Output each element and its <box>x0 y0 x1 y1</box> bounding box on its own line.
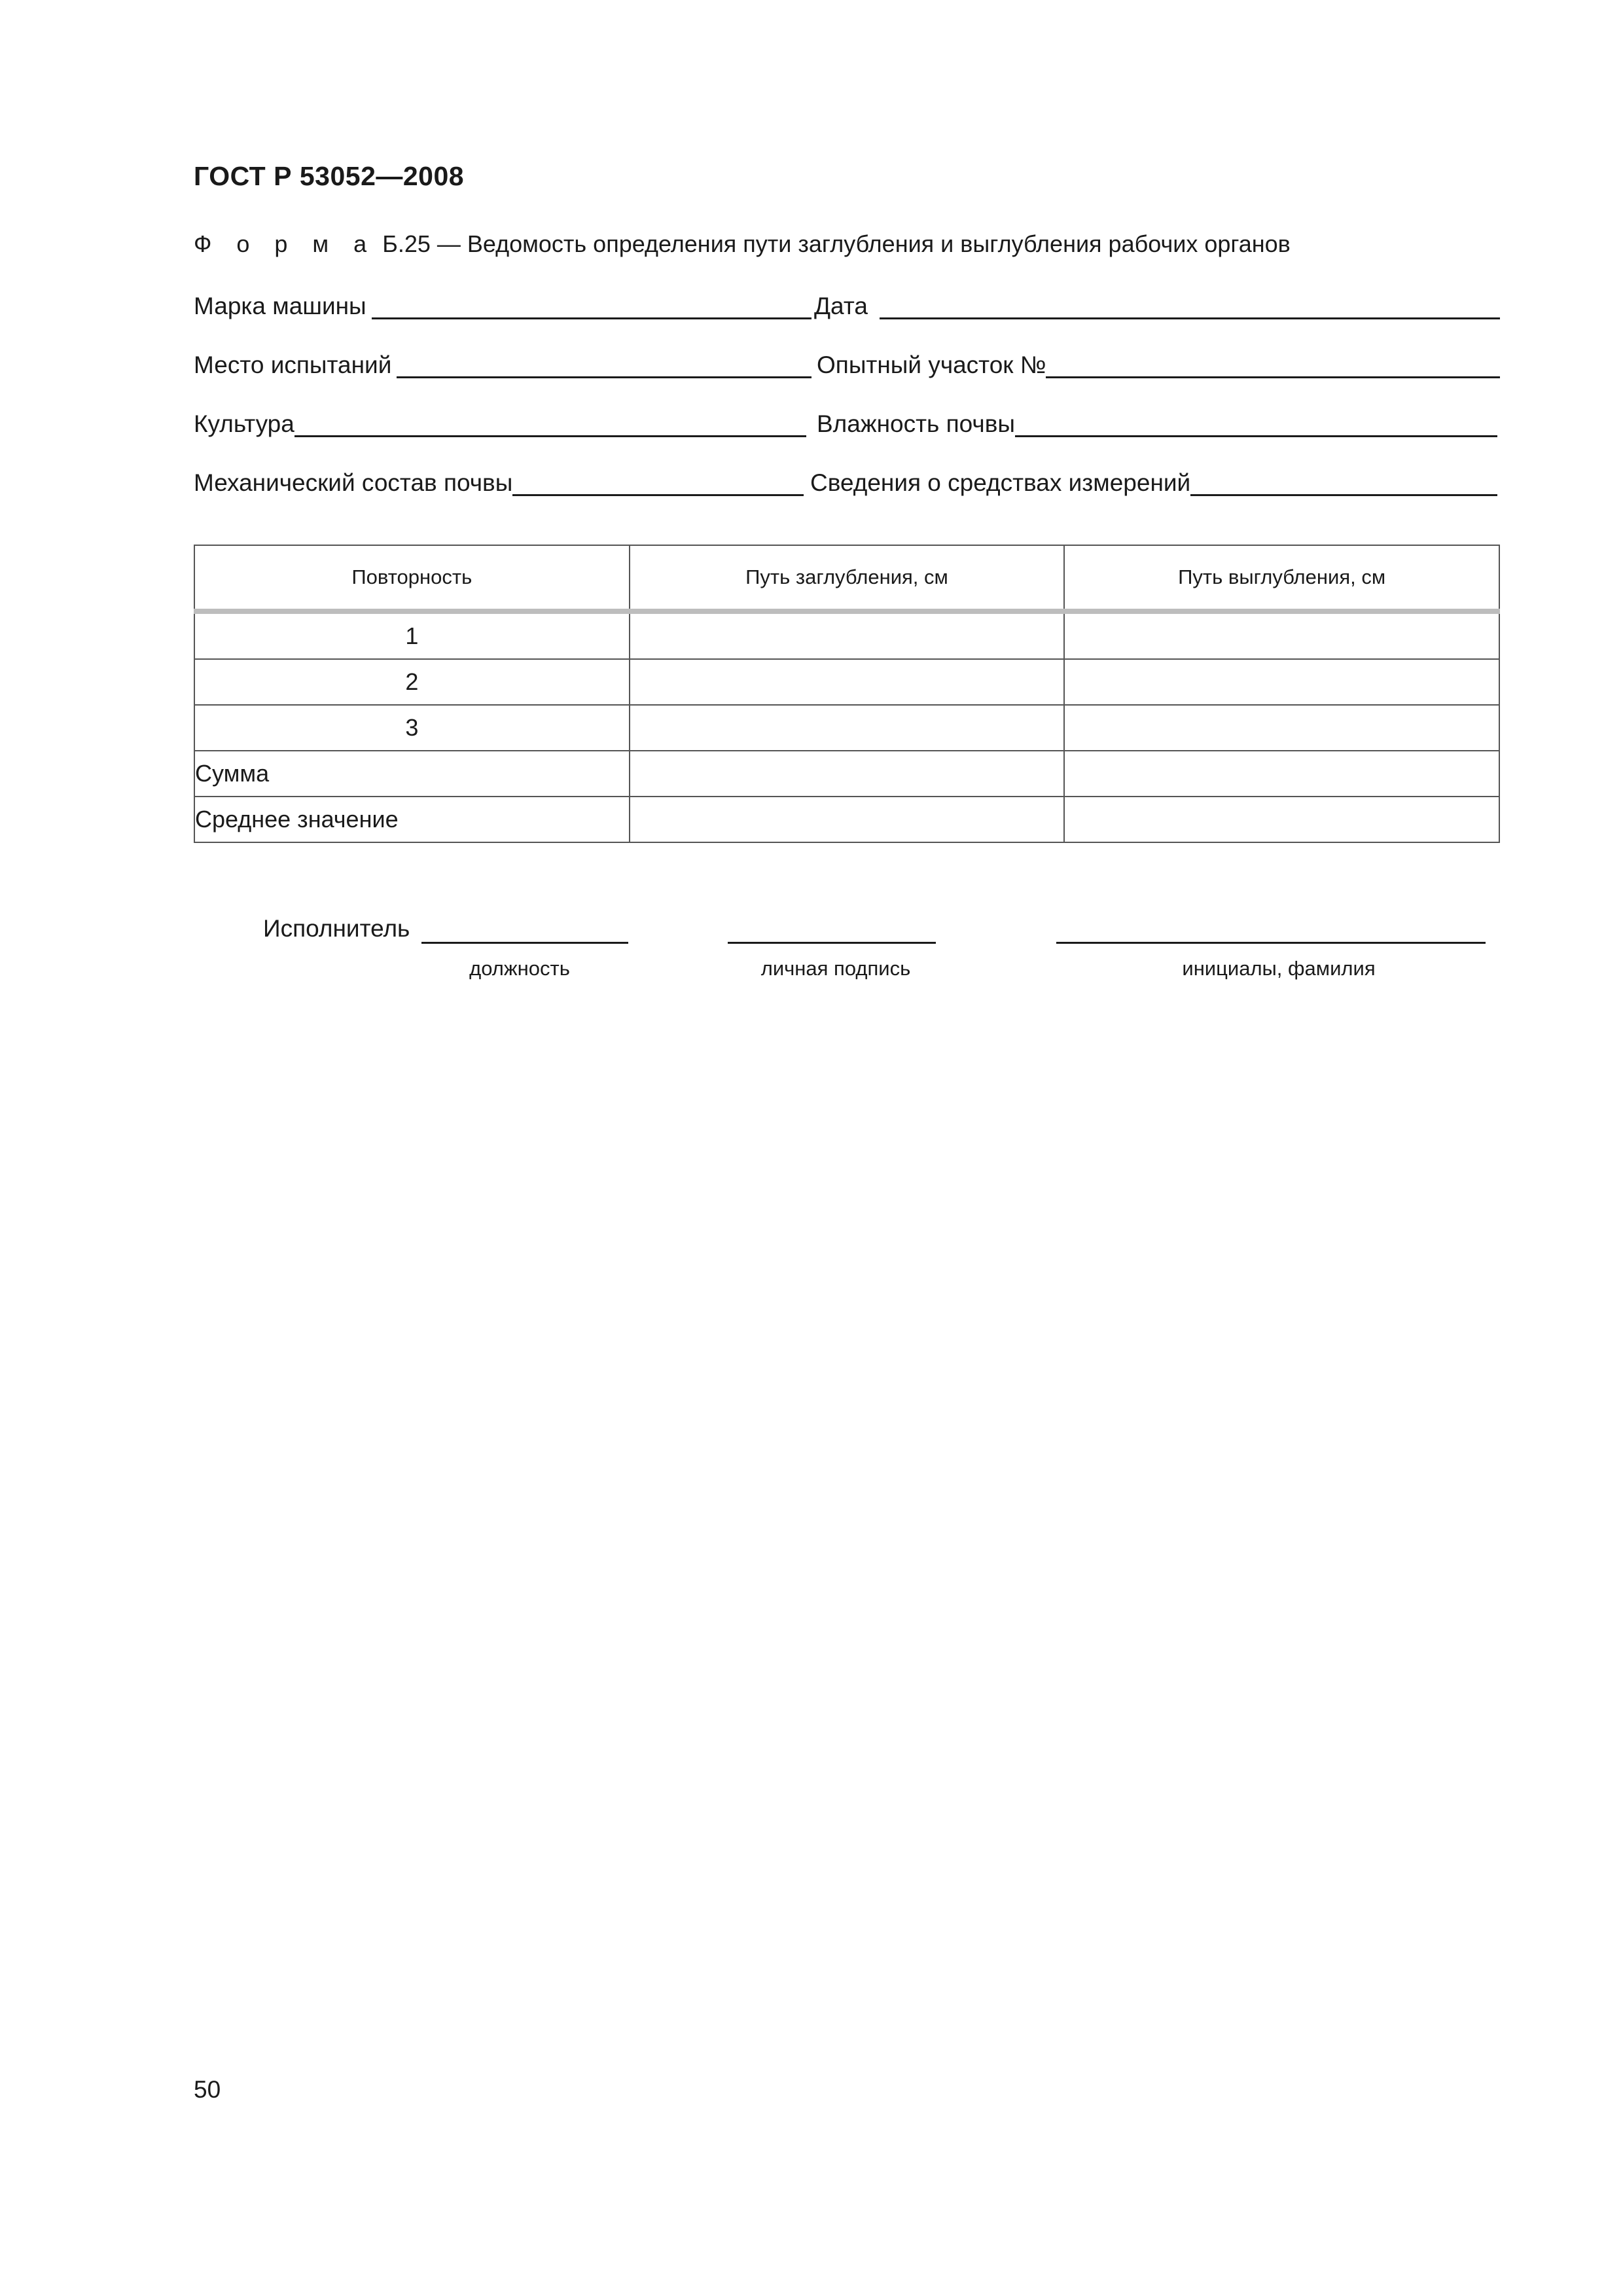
crop-field[interactable] <box>194 407 806 442</box>
position-caption: должность <box>469 957 570 980</box>
machine-brand-label: Марка машины <box>194 293 366 319</box>
page-number: 50 <box>194 2076 221 2103</box>
soil-moisture-field[interactable] <box>817 407 1497 442</box>
row-label-cell: 1 <box>194 611 630 659</box>
date-input-line[interactable] <box>880 317 1500 319</box>
table-row <box>194 705 1499 751</box>
row-label-cell: Сумма <box>194 751 630 797</box>
machine-brand-input-line[interactable] <box>372 317 812 319</box>
document-code: ГОСТ Р 53052—2008 <box>194 161 465 191</box>
plot-number-input-line[interactable] <box>1046 376 1500 378</box>
row-label-cell: Среднее значение <box>194 797 630 842</box>
crop-label: Культура <box>194 410 294 437</box>
measuring-instruments-field[interactable] <box>810 466 1497 501</box>
lifting-value-cell[interactable] <box>1064 611 1499 659</box>
lifting-value-cell[interactable] <box>1064 797 1499 842</box>
machine-brand-field[interactable] <box>194 289 812 325</box>
form-caption <box>194 230 1291 258</box>
deepening-value-cell[interactable] <box>630 797 1065 842</box>
measuring-instruments-input-line[interactable] <box>1190 493 1497 496</box>
deepening-value-cell[interactable] <box>630 611 1065 659</box>
name-caption: инициалы, фамилия <box>1182 957 1376 980</box>
date-label: Дата <box>814 293 868 319</box>
row-label-cell: 2 <box>194 659 630 705</box>
executor-label: Исполнитель <box>263 915 410 942</box>
crop-input-line[interactable] <box>294 435 806 437</box>
lifting-value-cell[interactable] <box>1064 705 1499 751</box>
signature-caption: личная подпись <box>760 957 911 980</box>
name-input-line[interactable] <box>1056 941 1486 944</box>
deepening-value-cell[interactable] <box>630 705 1065 751</box>
field-row-crop-moisture <box>194 407 1503 442</box>
soil-composition-field[interactable] <box>194 466 804 501</box>
deepening-value-cell[interactable] <box>630 659 1065 705</box>
field-row-site-plot <box>194 348 1503 384</box>
position-input-line[interactable] <box>421 941 628 944</box>
soil-moisture-label: Влажность почвы <box>817 410 1015 437</box>
column-header-deepening-path: Путь заглубления, см <box>630 545 1065 611</box>
signature-input-line[interactable] <box>728 941 936 944</box>
row-label-cell: 3 <box>194 705 630 751</box>
field-row-machine-date <box>194 289 1503 325</box>
field-row-soil-instruments <box>194 466 1503 501</box>
form-caption-text: Б.25 — Ведомость определения пути заглубления и выглубления рабочих органов <box>382 230 1291 257</box>
form-caption-prefix: Ф о р м а <box>194 230 376 257</box>
table-row <box>194 659 1499 705</box>
soil-composition-label: Механический состав почвы <box>194 469 513 496</box>
column-header-repetition: Повторность <box>194 545 630 611</box>
table-row <box>194 611 1499 659</box>
table-row <box>194 797 1499 842</box>
measurement-table <box>194 545 1500 843</box>
table-row <box>194 751 1499 797</box>
soil-composition-input-line[interactable] <box>512 493 804 496</box>
test-site-field[interactable] <box>194 348 812 384</box>
column-header-lifting-path: Путь выглубления, см <box>1064 545 1499 611</box>
date-field[interactable] <box>814 289 1500 325</box>
plot-number-field[interactable] <box>817 348 1500 384</box>
soil-moisture-input-line[interactable] <box>1015 435 1497 437</box>
measuring-instruments-label: Сведения о средствах измерений <box>810 469 1191 496</box>
test-site-input-line[interactable] <box>397 376 812 378</box>
test-site-label: Место испытаний <box>194 351 392 378</box>
deepening-value-cell[interactable] <box>630 751 1065 797</box>
table-header-row <box>194 545 1499 611</box>
plot-number-label: Опытный участок № <box>817 351 1046 378</box>
lifting-value-cell[interactable] <box>1064 751 1499 797</box>
lifting-value-cell[interactable] <box>1064 659 1499 705</box>
